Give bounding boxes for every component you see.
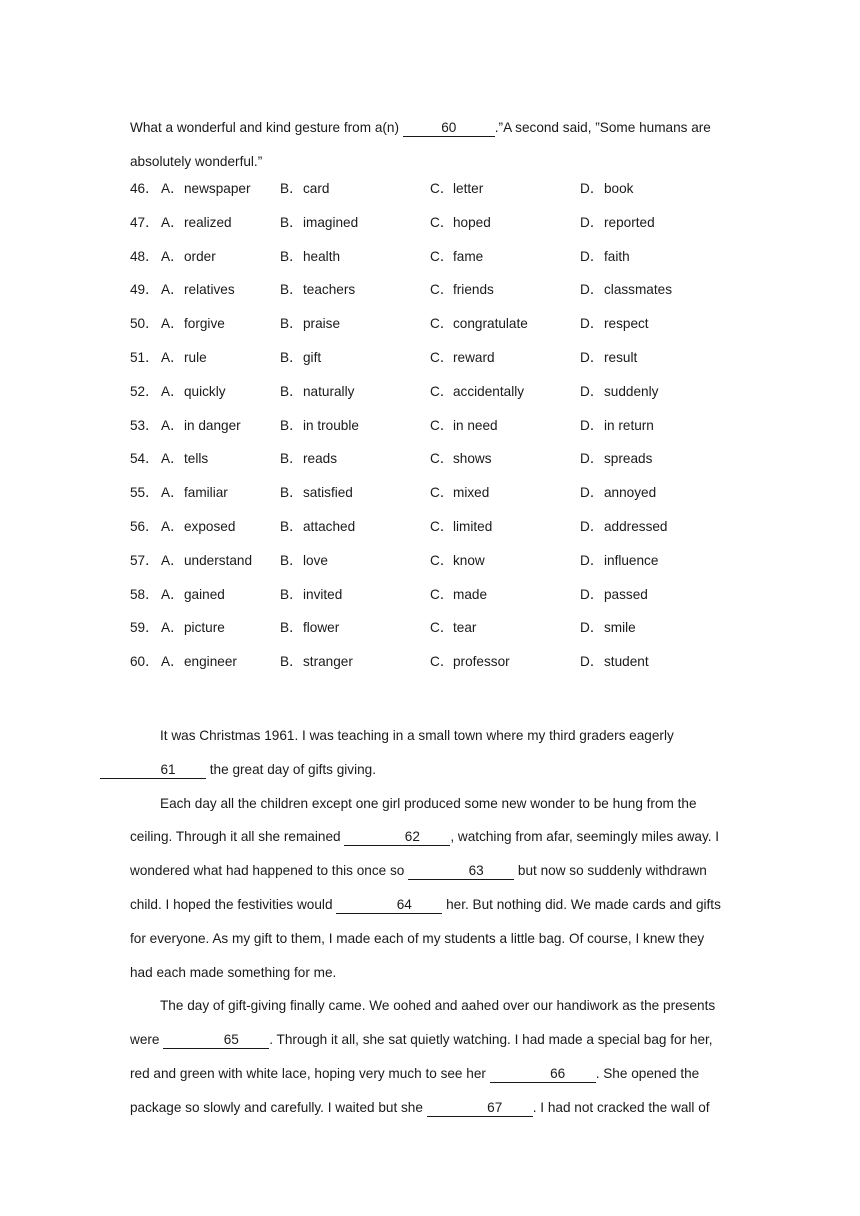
option-d: smile	[604, 620, 636, 636]
option-letter-d: D．	[580, 620, 604, 636]
question-number: 51．	[130, 349, 159, 365]
option-letter-a: A．	[161, 620, 184, 636]
option-c: shows	[453, 451, 492, 467]
option-letter-a: A．	[161, 417, 184, 433]
option-b: love	[303, 552, 328, 568]
option-b: stranger	[303, 654, 353, 670]
option-letter-c: C．	[430, 181, 454, 196]
question-number: 50．	[130, 316, 159, 332]
option-a: order	[184, 248, 216, 264]
option-letter-d: D．	[580, 181, 604, 196]
option-letter-b: B．	[280, 518, 303, 534]
option-letter-c: C．	[430, 214, 454, 230]
option-letter-c: C．	[430, 552, 454, 568]
option-c: know	[453, 552, 485, 568]
question-row	[130, 314, 730, 348]
option-letter-a: A．	[161, 383, 184, 399]
option-b: naturally	[303, 383, 355, 399]
option-letter-d: D．	[580, 451, 604, 467]
blank-60: 60	[403, 120, 495, 137]
option-a: quickly	[184, 383, 226, 399]
option-d: student	[604, 654, 649, 670]
option-c: fame	[453, 248, 484, 264]
option-letter-d: D．	[580, 518, 604, 534]
option-c: congratulate	[453, 316, 528, 332]
blank-66: 66	[490, 1066, 596, 1083]
option-letter-a: A．	[161, 451, 184, 467]
option-letter-c: C．	[430, 586, 454, 602]
question-row	[130, 416, 730, 450]
option-b: satisfied	[303, 485, 353, 501]
option-d: influence	[604, 552, 659, 568]
question-number: 52．	[130, 383, 159, 399]
passage-text: . Through it all, she sat quietly watching. I had made a special bag for her, red and green with white lace, hoping very much to see her	[130, 1032, 713, 1081]
passage-text: her. But nothing did. We made cards and gifts for everyone. As my gift to them, I made each of my students a little bag. Of course, I knew they had each made something for me.	[130, 896, 721, 980]
option-letter-d: D．	[580, 586, 604, 602]
blank-61: 61	[100, 762, 206, 779]
option-letter-b: B．	[280, 349, 303, 365]
option-letter-a: A．	[161, 586, 184, 602]
option-letter-c: C．	[430, 349, 454, 365]
option-a: picture	[184, 620, 225, 636]
option-c: in need	[453, 417, 498, 433]
question-row	[130, 213, 730, 247]
question-row	[130, 179, 730, 213]
option-b: invited	[303, 586, 343, 602]
option-letter-a: A．	[161, 181, 184, 196]
question-number: 60．	[130, 654, 159, 670]
passage-text: Each day all the children except one girl produced some new wonder to be hung from the ceiling. Through it all she remained	[130, 795, 697, 845]
option-letter-a: A．	[161, 552, 184, 568]
question-row	[130, 551, 730, 585]
option-letter-c: C．	[430, 620, 454, 636]
question-number: 49．	[130, 282, 159, 298]
blank-62: 62	[344, 829, 450, 846]
passage-text: the great day of gifts giving.	[206, 761, 377, 777]
option-letter-b: B．	[280, 586, 303, 602]
option-letter-a: A．	[161, 282, 184, 298]
option-letter-c: C．	[430, 485, 454, 501]
option-a: familiar	[184, 485, 228, 501]
option-d: classmates	[604, 282, 672, 298]
intro-paragraph	[130, 111, 730, 179]
question-row	[130, 382, 730, 416]
option-d: passed	[604, 586, 648, 602]
option-letter-b: B．	[280, 181, 303, 196]
option-a: understand	[184, 552, 253, 568]
question-number: 46．	[130, 181, 159, 196]
option-a: rule	[184, 349, 207, 365]
question-number: 59．	[130, 620, 159, 636]
option-letter-a: A．	[161, 316, 184, 332]
option-a: gained	[184, 586, 225, 602]
question-row	[130, 348, 730, 382]
option-letter-d: D．	[580, 214, 604, 230]
blank-67: 67	[427, 1100, 533, 1117]
option-letter-c: C．	[430, 654, 454, 670]
option-letter-c: C．	[430, 518, 454, 534]
option-d: book	[604, 181, 634, 196]
option-b: health	[303, 248, 341, 264]
option-b: gift	[303, 349, 322, 365]
option-d: suddenly	[604, 383, 659, 399]
option-letter-d: D．	[580, 417, 604, 433]
question-row	[130, 483, 730, 517]
option-letter-a: A．	[161, 654, 184, 670]
option-c: professor	[453, 654, 510, 670]
option-letter-d: D．	[580, 485, 604, 501]
option-letter-b: B．	[280, 214, 303, 230]
option-d: respect	[604, 316, 649, 332]
option-a: relatives	[184, 282, 235, 298]
question-row	[130, 449, 730, 483]
option-letter-b: B．	[280, 316, 303, 332]
option-letter-b: B．	[280, 552, 303, 568]
option-a: engineer	[184, 654, 237, 670]
option-letter-d: D．	[580, 282, 604, 298]
option-c: reward	[453, 349, 495, 365]
option-b: in trouble	[303, 417, 359, 433]
question-number: 56．	[130, 518, 159, 534]
option-c: friends	[453, 282, 494, 298]
intro-text-3: absolutely wonderful.”	[130, 154, 263, 169]
option-letter-c: C．	[430, 417, 454, 433]
option-c: made	[453, 586, 488, 602]
option-d: in return	[604, 417, 654, 433]
question-row	[130, 652, 730, 686]
option-d: spreads	[604, 451, 653, 467]
option-b: reads	[303, 451, 338, 467]
passage-paragraph-1	[130, 719, 730, 787]
option-letter-d: D．	[580, 349, 604, 365]
option-letter-a: A．	[161, 349, 184, 365]
option-letter-a: A．	[161, 518, 184, 534]
option-c: mixed	[453, 485, 490, 501]
option-d: faith	[604, 248, 630, 264]
option-letter-a: A．	[161, 248, 184, 264]
option-letter-a: A．	[161, 485, 184, 501]
option-c: letter	[453, 181, 484, 196]
passage	[130, 719, 730, 1125]
option-d: addressed	[604, 518, 668, 534]
question-row	[130, 280, 730, 314]
question-number: 54．	[130, 451, 159, 467]
option-c: hoped	[453, 214, 491, 230]
option-letter-c: C．	[430, 451, 454, 467]
passage-paragraph-2	[130, 787, 730, 990]
option-b: praise	[303, 316, 341, 332]
option-letter-d: D．	[580, 383, 604, 399]
option-a: newspaper	[184, 181, 251, 196]
option-letter-d: D．	[580, 248, 604, 264]
blank-64: 64	[336, 897, 442, 914]
intro-text-1: What a wonderful and kind gesture from a(n)	[130, 120, 403, 135]
question-number: 55．	[130, 485, 159, 501]
option-letter-b: B．	[280, 654, 303, 670]
question-number: 58．	[130, 586, 159, 602]
option-letter-d: D．	[580, 654, 604, 670]
question-number: 48．	[130, 248, 159, 264]
option-letter-b: B．	[280, 282, 303, 298]
option-letter-c: C．	[430, 248, 454, 264]
passage-text: . She opened the package so slowly and carefully. I waited but she	[130, 1065, 700, 1115]
passage-text: . I had not cracked the wall of	[532, 1099, 710, 1115]
question-row	[130, 585, 730, 619]
blank-63: 63	[408, 863, 514, 880]
option-b: attached	[303, 518, 356, 534]
option-letter-b: B．	[280, 451, 303, 467]
option-letter-b: B．	[280, 485, 303, 501]
passage-text: It was Christmas 1961. I was teaching in a small town where my third graders eagerly	[160, 728, 674, 743]
option-d: annoyed	[604, 485, 657, 501]
blank-65: 65	[163, 1032, 269, 1049]
passage-text: The day of gift-giving finally came. We oohed and aahed over our handiwork as the presents were	[130, 998, 716, 1048]
option-letter-b: B．	[280, 383, 303, 399]
option-a: forgive	[184, 316, 225, 332]
option-letter-c: C．	[430, 316, 454, 332]
option-b: teachers	[303, 282, 356, 298]
option-letter-b: B．	[280, 620, 303, 636]
option-a: tells	[184, 451, 209, 467]
option-b: imagined	[303, 214, 359, 230]
option-a: in danger	[184, 417, 241, 433]
option-letter-c: C．	[430, 282, 454, 298]
option-c: tear	[453, 620, 477, 636]
intro-text-2: .”A second said, ”Some humans are	[494, 120, 711, 135]
question-row	[130, 618, 730, 652]
option-letter-a: A．	[161, 214, 184, 230]
passage-text: , watching from afar, seemingly miles away. I wondered what had happened to this once so	[130, 829, 720, 879]
option-d: reported	[604, 214, 655, 230]
question-number: 47．	[130, 214, 159, 230]
option-a: exposed	[184, 518, 236, 534]
option-letter-d: D．	[580, 552, 604, 568]
option-b: flower	[303, 620, 340, 636]
options-list	[130, 179, 730, 686]
option-letter-b: B．	[280, 248, 303, 264]
question-number: 57．	[130, 552, 159, 568]
option-c: limited	[453, 518, 493, 534]
option-letter-d: D．	[580, 316, 604, 332]
passage-paragraph-3	[130, 989, 730, 1124]
option-a: realized	[184, 214, 232, 230]
question-number: 53．	[130, 417, 159, 433]
option-letter-b: B．	[280, 417, 303, 433]
question-row	[130, 247, 730, 281]
question-row	[130, 517, 730, 551]
option-c: accidentally	[453, 383, 525, 399]
passage-text: but now so suddenly withdrawn child. I hoped the festivities would	[130, 863, 707, 912]
option-letter-c: C．	[430, 383, 454, 399]
option-b: card	[303, 181, 330, 196]
option-d: result	[604, 349, 638, 365]
